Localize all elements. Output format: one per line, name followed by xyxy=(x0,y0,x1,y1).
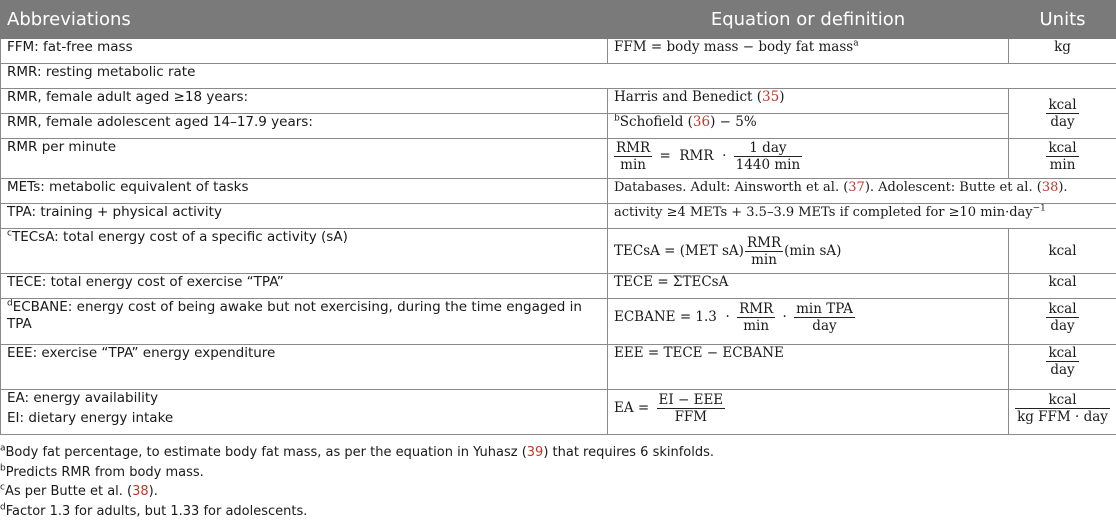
fraction-denominator: day xyxy=(1050,362,1075,378)
fraction-numerator: RMR xyxy=(739,301,774,317)
eq-ea xyxy=(608,390,1009,435)
fraction-denominator: FFM xyxy=(674,409,708,425)
eq-rmr-min xyxy=(608,139,1009,179)
table-row xyxy=(1,139,1116,179)
footnote-text: ) that requires 6 skinfolds. xyxy=(543,445,715,460)
eq-ffm-text: FFM = body mass − body fat mass xyxy=(614,39,854,55)
eq-fraction xyxy=(734,140,802,173)
fraction-numerator: kcal xyxy=(1048,97,1077,113)
eq-fraction xyxy=(614,140,652,173)
abbr-tpa: TPA: training + physical activity xyxy=(1,204,608,229)
eq-text: Databases. Adult: Ainsworth et al. ( xyxy=(614,180,849,195)
fraction-denominator: min xyxy=(751,251,777,268)
table-row xyxy=(1,89,1116,114)
fraction-denominator: min xyxy=(620,157,646,173)
footnote-marker: a xyxy=(853,38,859,49)
citation-link[interactable]: 38 xyxy=(1041,180,1059,195)
eq-tpa xyxy=(608,204,1116,229)
abbr-rmr: RMR: resting metabolic rate xyxy=(1,64,1116,89)
abbr-rmr-adol: RMR, female adolescent aged 14–17.9 years: xyxy=(1,114,608,139)
eq-text: EA = xyxy=(614,400,650,416)
fraction-numerator: kcal xyxy=(1048,345,1077,361)
units-ea xyxy=(1009,390,1116,435)
fraction-numerator: 1 day xyxy=(734,140,802,157)
eq-ffm xyxy=(608,39,1009,64)
table-row xyxy=(1,64,1116,89)
superscript: −1 xyxy=(1032,203,1046,214)
eq-text: activity ≥4 METs + 3.5–3.9 METs if completed for ≥10 min·day xyxy=(614,205,1033,220)
table-row xyxy=(1,114,1116,139)
eq-eee: EEE = TECE − ECBANE xyxy=(608,345,1009,390)
eq-text: · xyxy=(782,309,787,325)
table-row xyxy=(1,204,1116,229)
eq-text: Schofield ( xyxy=(619,114,693,130)
eq-text: TECsA = (MET sA) xyxy=(614,242,744,259)
eq-text: ). Adolescent: Butte et al. ( xyxy=(864,180,1042,195)
table-row xyxy=(1,229,1116,274)
header-equation: Equation or definition xyxy=(608,1,1009,39)
footnote-marker: d xyxy=(7,298,13,309)
fraction-denominator: day xyxy=(812,318,837,334)
table-row xyxy=(1,390,1116,435)
abbr-ea xyxy=(1,390,608,435)
units-rmr xyxy=(1009,89,1116,139)
footnote-text: Factor 1.3 for adults, but 1.33 for adolescents. xyxy=(5,503,308,519)
abbr-text: ECBANE: energy cost of being awake but not exercising, during the time engaged in TPA xyxy=(7,299,582,332)
footnote-marker: d xyxy=(0,502,6,513)
fraction-numerator: RMR xyxy=(746,234,782,251)
table-row xyxy=(1,179,1116,204)
eq-text: (min sA) xyxy=(784,242,842,259)
eq-text: ) − 5% xyxy=(710,114,757,130)
units-fraction xyxy=(1015,392,1110,425)
fraction-denominator: 1440 min xyxy=(735,157,801,173)
header-units: Units xyxy=(1009,1,1116,39)
units-eee xyxy=(1009,345,1116,390)
abbr-tece: TECE: total energy cost of exercise “TPA” xyxy=(1,274,608,299)
units-fraction xyxy=(1046,97,1078,130)
footnote-marker: b xyxy=(0,463,6,474)
eq-tecsa xyxy=(608,229,1009,274)
footnote-text: Body fat percentage, to estimate body fat mass, as per the equation in Yuhasz ( xyxy=(5,445,527,460)
eq-text: ECBANE = 1.3 · xyxy=(614,309,730,325)
fraction-denominator: day xyxy=(1050,114,1075,130)
table-row xyxy=(1,39,1116,64)
footnote-a xyxy=(0,443,1116,463)
units-fraction xyxy=(1046,140,1078,173)
footnote-marker: a xyxy=(0,443,6,454)
eq-text: = RMR · xyxy=(659,148,727,164)
abbr-eee: EEE: exercise “TPA” energy expenditure xyxy=(1,345,608,390)
citation-link[interactable]: 38 xyxy=(132,484,149,499)
footnote-c xyxy=(0,482,1116,502)
eq-text: ). xyxy=(1058,180,1068,195)
units-tece: kcal xyxy=(1009,274,1116,299)
eq-fraction xyxy=(745,235,783,268)
eq-fraction xyxy=(794,301,855,334)
table-row xyxy=(1,299,1116,345)
fraction-denominator: kg FFM · day xyxy=(1017,409,1108,425)
footnote-marker: c xyxy=(0,482,5,493)
eq-fraction xyxy=(657,392,726,425)
abbr-text: EA: energy availability xyxy=(7,390,159,406)
table-header-row xyxy=(1,1,1116,39)
eq-text: ) xyxy=(779,89,785,105)
eq-ecbane xyxy=(608,299,1009,345)
abbr-rmr-adult: RMR, female adult aged ≥18 years: xyxy=(1,89,608,114)
units-ffm: kg xyxy=(1009,39,1116,64)
units-ecbane xyxy=(1009,299,1116,345)
fraction-numerator: min TPA xyxy=(796,301,853,317)
fraction-numerator: kcal xyxy=(1048,301,1077,317)
abbr-text: EI: dietary energy intake xyxy=(7,410,174,426)
units-rmr-min xyxy=(1009,139,1116,179)
fraction-numerator: RMR xyxy=(616,140,651,156)
header-abbreviations: Abbreviations xyxy=(1,1,608,39)
footnote-d xyxy=(0,502,1116,521)
footnote-text: As per Butte et al. ( xyxy=(4,484,133,499)
eq-rmr-adult xyxy=(608,89,1009,114)
abbr-mets: METs: metabolic equivalent of tasks xyxy=(1,179,608,204)
fraction-denominator: day xyxy=(1050,318,1075,334)
eq-text: Harris and Benedict ( xyxy=(614,89,763,105)
eq-mets xyxy=(608,179,1116,204)
eq-tece: TECE = ΣTECsA xyxy=(608,274,1009,299)
table-row xyxy=(1,274,1116,299)
fraction-numerator: kcal xyxy=(1015,392,1110,409)
footnote-b xyxy=(0,463,1116,483)
fraction-denominator: min xyxy=(743,318,770,334)
fraction-denominator: min xyxy=(1049,157,1076,173)
citation-link[interactable]: 35 xyxy=(762,89,780,105)
units-fraction xyxy=(1046,345,1078,378)
fraction-numerator: EI − EEE xyxy=(658,392,724,408)
eq-rmr-adol xyxy=(608,114,1009,139)
abbr-rmr-min: RMR per minute xyxy=(1,139,608,179)
abbr-ecbane xyxy=(1,299,608,345)
units-tecsa: kcal xyxy=(1009,229,1116,274)
footnote-marker: c xyxy=(7,228,12,239)
citation-link[interactable]: 36 xyxy=(692,114,711,130)
abbr-text: TECsA: total energy cost of a specific activity (sA) xyxy=(11,229,348,245)
footnote-text: ). xyxy=(148,484,158,499)
footnote-text: Predicts RMR from body mass. xyxy=(5,464,204,480)
abbr-ffm: FFM: fat-free mass xyxy=(1,39,608,64)
table-row xyxy=(1,345,1116,390)
eq-fraction xyxy=(737,301,775,334)
citation-link[interactable]: 39 xyxy=(526,445,544,460)
citation-link[interactable]: 37 xyxy=(848,180,865,195)
fraction-numerator: kcal xyxy=(1048,140,1077,156)
abbr-tecsa xyxy=(1,229,608,274)
footnote-marker: b xyxy=(614,113,620,124)
table-footnotes xyxy=(0,443,1116,521)
units-fraction xyxy=(1046,301,1078,334)
